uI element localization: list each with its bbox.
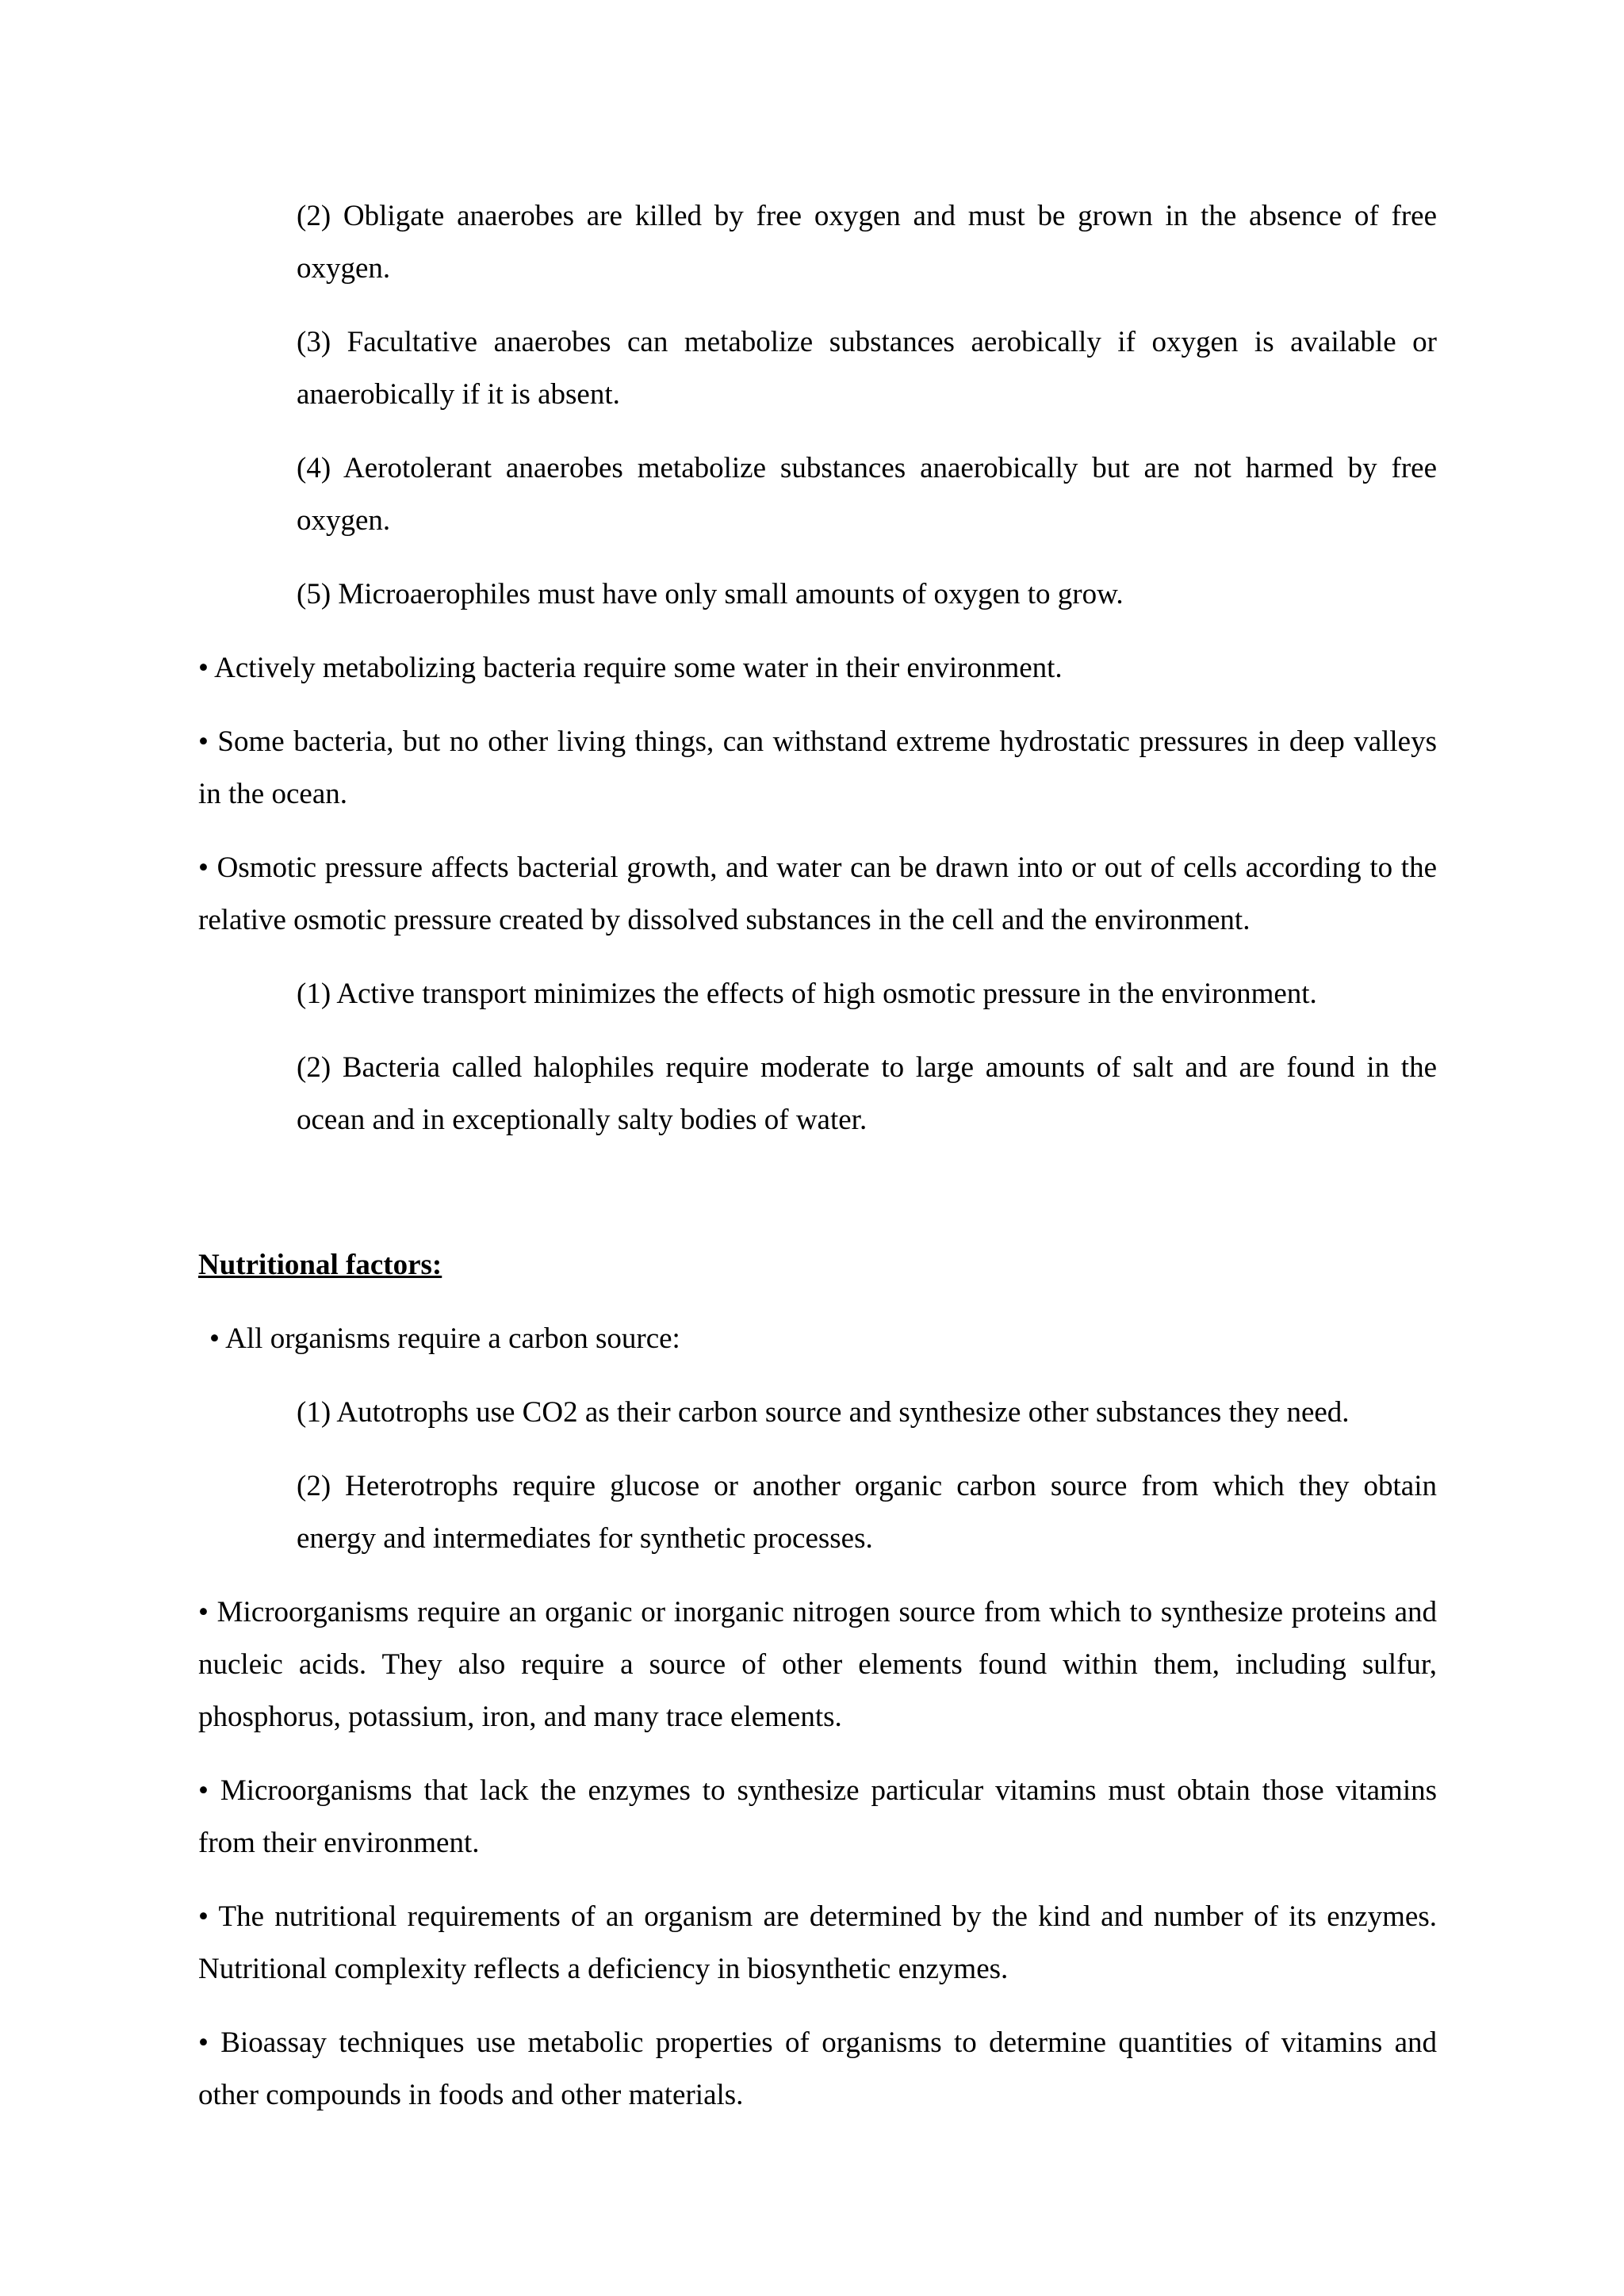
oxygen-list-item-aerotolerant-anaerobes: (4) Aerotolerant anaerobes metabolize substances anaerobically but are not harmed by free oxygen. <box>297 452 1437 537</box>
oxygen-list-item-microaerophiles: (5) Microaerophiles must have only small amounts of oxygen to grow. <box>297 578 1124 610</box>
section-spacer <box>198 1168 1437 1239</box>
bullet-nutritional-requirements: • The nutritional requirements of an organism are determined by the kind and number of its enzymes. Nutritional complexity reflects a deficiency in biosynthetic enzymes. <box>198 1900 1437 1985</box>
section-heading-nutritional-factors: Nutritional factors: <box>198 1249 442 1281</box>
bullet-osmotic-pressure: • Osmotic pressure affects bacterial growth, and water can be drawn into or out of cells according to the relative osmotic pressure created by dissolved substances in the cell and the environment. <box>198 851 1437 936</box>
osmotic-list-item-halophiles: (2) Bacteria called halophiles require moderate to large amounts of salt and are found in the ocean and in exceptionally salty bodies of water. <box>297 1051 1437 1136</box>
bullet-water-requirement: • Actively metabolizing bacteria require some water in their environment. <box>198 652 1063 684</box>
carbon-list-item-heterotrophs: (2) Heterotrophs require glucose or another organic carbon source from which they obtain energy and intermediates for synthetic processes. <box>297 1470 1437 1555</box>
bullet-nitrogen-source: • Microorganisms require an organic or inorganic nitrogen source from which to synthesize proteins and nucleic acids. They also require a source of other elements found within them, including sulfur, phosphorus, potassium, iron, and many trace elements. <box>198 1596 1437 1733</box>
oxygen-list-item-obligate-anaerobes: (2) Obligate anaerobes are killed by free oxygen and must be grown in the absence of free oxygen. <box>297 200 1437 285</box>
oxygen-list-item-facultative-anaerobes: (3) Facultative anaerobes can metabolize substances aerobically if oxygen is available or anaerobically if it is absent. <box>297 326 1437 411</box>
document-body <box>198 190 1437 2143</box>
osmotic-list-item-active-transport: (1) Active transport minimizes the effects of high osmotic pressure in the environment. <box>297 978 1317 1010</box>
bullet-bioassay: • Bioassay techniques use metabolic properties of organisms to determine quantities of vitamins and other compounds in foods and other materials. <box>198 2026 1437 2111</box>
bullet-hydrostatic-pressure: • Some bacteria, but no other living things, can withstand extreme hydrostatic pressures in deep valleys in the ocean. <box>198 725 1437 810</box>
carbon-list-item-autotrophs: (1) Autotrophs use CO2 as their carbon source and synthesize other substances they need. <box>297 1396 1350 1429</box>
bullet-carbon-source: • All organisms require a carbon source: <box>209 1322 680 1355</box>
bullet-vitamins: • Microorganisms that lack the enzymes to synthesize particular vitamins must obtain those vitamins from their environment. <box>198 1774 1437 1859</box>
